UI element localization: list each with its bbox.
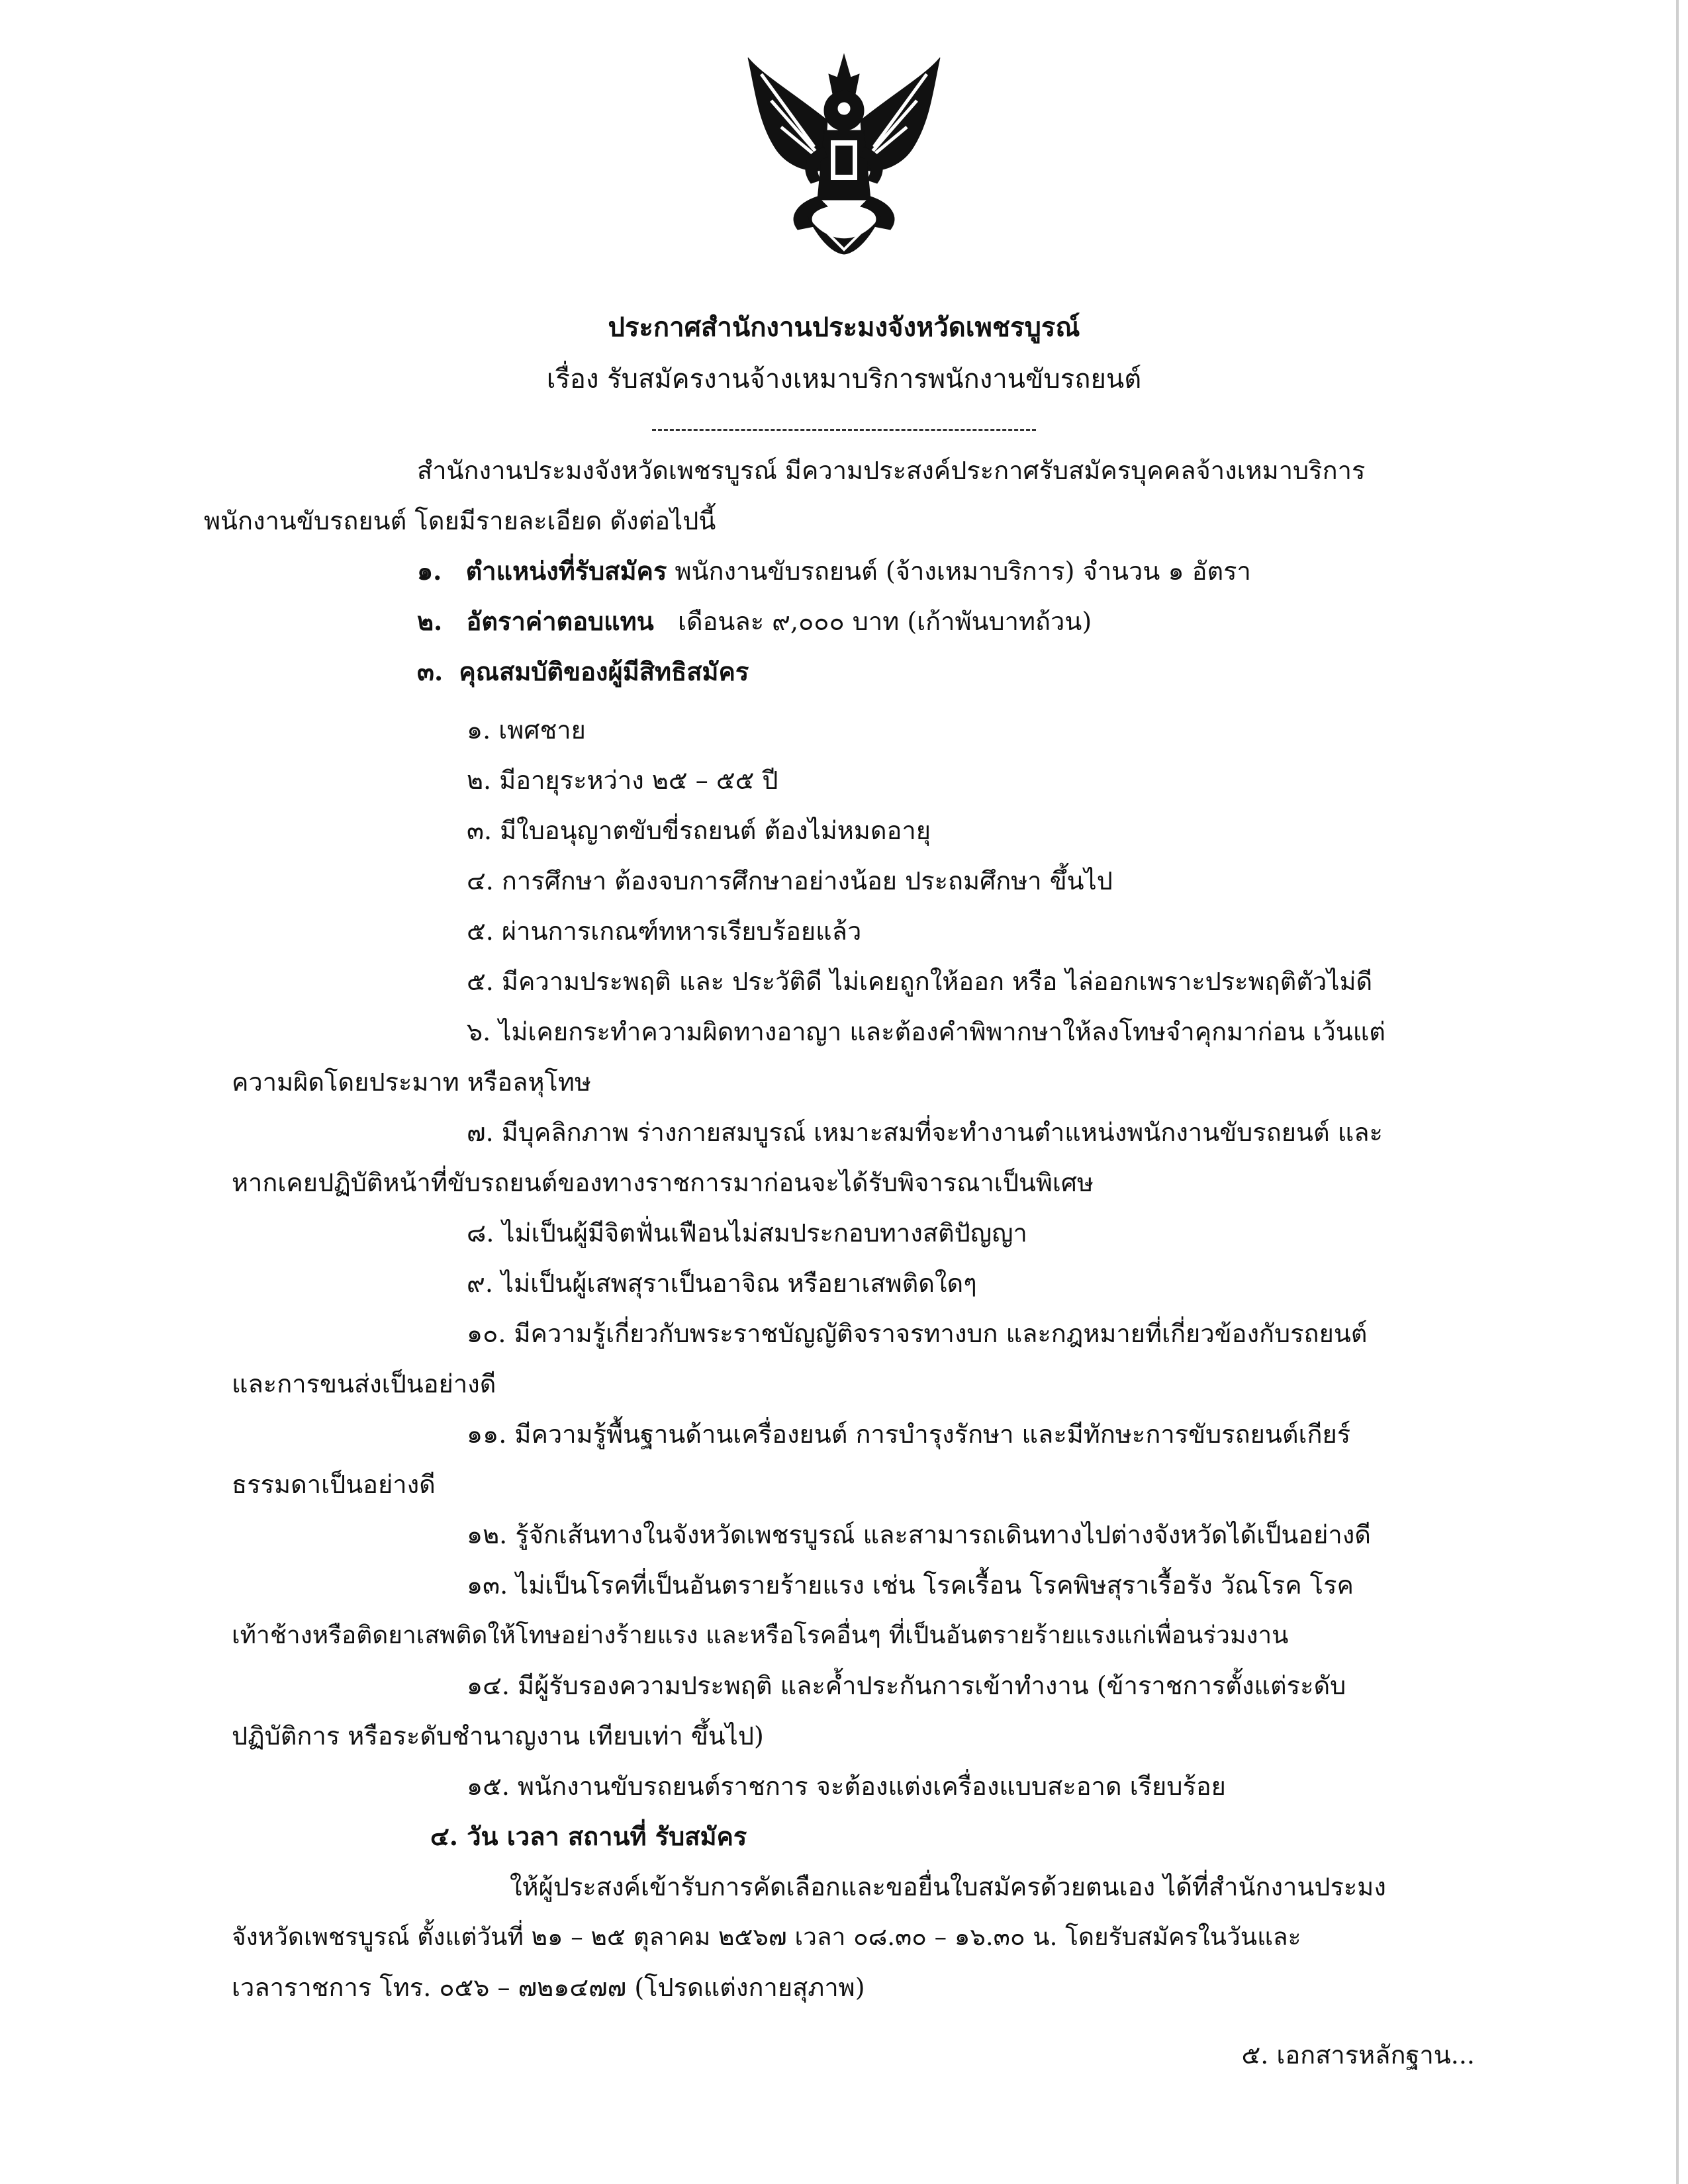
section-1-text: พนักงานขับรถยนต์ (จ้างเหมาบริการ) จำนวน ๑ อัตรา: [675, 557, 1251, 586]
qualification-item: ๑๕. พนักงานขับรถยนต์ราชการ จะต้องแต่งเครื่องแบบสะอาด เรียบร้อย: [467, 1772, 1226, 1801]
title-divider: [652, 429, 1036, 431]
section-3: [417, 655, 749, 688]
qualification-item: ๑๔. มีผู้รับรองความประพฤติ และค้ำประกันการเข้าทำงาน (ข้าราชการตั้งแต่ระดับ: [467, 1671, 1346, 1700]
qualification-item: ๑๒. รู้จักเส้นทางในจังหวัดเพชรบูรณ์ และสามารถเดินทางไปต่างจังหวัดได้เป็นอย่างดี: [467, 1520, 1371, 1549]
section-4-line: เวลาราชการ โทร. ๐๕๖ – ๗๒๑๔๗๗ (โปรดแต่งกายสุภาพ): [232, 1973, 865, 2002]
qualification-item-continued: ความผิดโดยประมาท หรือลหุโทษ: [232, 1068, 592, 1097]
qualification-item: ๗. มีบุคลิกภาพ ร่างกายสมบูรณ์ เหมาะสมที่จะทำงานตำแหน่งพนักงานขับรถยนต์ และ: [467, 1118, 1383, 1147]
garuda-emblem-icon: [735, 48, 953, 259]
section-2-number: ๒.: [417, 606, 443, 636]
qualification-item: ๘. ไม่เป็นผู้มีจิตฟั่นเฟือนไม่สมประกอบทางสติปัญญา: [467, 1218, 1027, 1248]
qualification-item: ๑๐. มีความรู้เกี่ยวกับพระราชบัญญัติจราจรทางบก และกฎหมายที่เกี่ยวข้องกับรถยนต์: [467, 1319, 1368, 1348]
section-1-heading: ตำแหน่งที่รับสมัคร: [465, 556, 667, 586]
intro-line-1: สำนักงานประมงจังหวัดเพชรบูรณ์ มีความประสงค์ประกาศรับสมัครบุคคลจ้างเหมาบริการ: [417, 456, 1366, 485]
qualification-item-continued: ธรรมดาเป็นอย่างดี: [232, 1470, 436, 1499]
qualification-item-continued: และการขนส่งเป็นอย่างดี: [232, 1369, 496, 1398]
qualification-item-continued: ปฏิบัติการ หรือระดับชำนาญงาน เทียบเท่า ขึ้นไป): [232, 1721, 764, 1751]
qualification-item-continued: หากเคยปฏิบัติหน้าที่ขับรถยนต์ของทางราชการมาก่อนจะได้รับพิจารณาเป็นพิเศษ: [232, 1168, 1094, 1197]
section-2-heading: อัตราค่าตอบแทน: [466, 606, 654, 636]
qualification-item: ๑๑. มีความรู้พื้นฐานด้านเครื่องยนต์ การบำรุงรักษา และมีทักษะการขับรถยนต์เกียร์: [467, 1420, 1351, 1449]
qualification-item: ๑. เพศชาย: [467, 715, 586, 745]
qualification-item: ๒. มีอายุระหว่าง ๒๕ – ๕๕ ปี: [467, 766, 778, 795]
qualification-item: ๕. มีความประพฤติ และ ประวัติดี ไม่เคยถูกให้ออก หรือ ไล่ออกเพราะประพฤติตัวไม่ดี: [467, 967, 1373, 996]
next-page-marker: ๕. เอกสารหลักฐาน...: [1241, 2040, 1475, 2070]
section-2-text: เดือนละ ๙,๐๐๐ บาท (เก้าพันบาทถ้วน): [677, 607, 1092, 636]
qualification-item: ๔. การศึกษา ต้องจบการศึกษาอย่างน้อย ประถมศึกษา ขึ้นไป: [467, 866, 1113, 895]
qualification-item: ๑๓. ไม่เป็นโรคที่เป็นอันตรายร้ายแรง เช่น โรคเรื้อน โรคพิษสุราเรื้อรัง วัณโรค โรค: [467, 1570, 1354, 1600]
section-4-line: จังหวัดเพชรบูรณ์ ตั้งแต่วันที่ ๒๑ – ๒๕ ตุลาคม ๒๕๖๗ เวลา ๐๘.๓๐ – ๑๖.๓๐ น. โดยรับสมัครในวันและ: [232, 1923, 1301, 1951]
section-1-number: ๑.: [417, 556, 442, 586]
qualification-item: ๕. ผ่านการเกณฑ์ทหารเรียบร้อยแล้ว: [467, 917, 862, 946]
section-3-heading: คุณสมบัติของผู้มีสิทธิสมัคร: [459, 657, 749, 686]
section-4-heading: ๔. วัน เวลา สถานที่ รับสมัคร: [430, 1821, 747, 1851]
intro-line-2: พนักงานขับรถยนต์ โดยมีรายละเอียด ดังต่อไปนี้: [204, 506, 716, 535]
qualification-item: ๙. ไม่เป็นผู้เสพสุราเป็นอาจิณ หรือยาเสพติดใดๆ: [467, 1269, 977, 1298]
qualification-item-continued: เท้าช้างหรือติดยาเสพติดให้โทษอย่างร้ายแรง และหรือโรคอื่นๆ ที่เป็นอันตรายร้ายแรงแก่เพื่อนร่วมงาน: [232, 1621, 1289, 1649]
announcement-subject: เรื่อง รับสมัครงานจ้างเหมาบริการพนักงานขับรถยนต์: [546, 364, 1142, 394]
section-3-number: ๓.: [417, 657, 444, 686]
section-4-line: ให้ผู้ประสงค์เข้ารับการคัดเลือกและขอยื่นใบสมัครด้วยตนเอง ได้ที่สำนักงานประมง: [510, 1872, 1386, 1901]
qualification-item: ๖. ไม่เคยกระทำความผิดทางอาญา และต้องคำพิพากษาให้ลงโทษจำคุกมาก่อน เว้นแต่: [467, 1017, 1385, 1046]
qualification-item: ๓. มีใบอนุญาตขับขี่รถยนต์ ต้องไม่หมดอายุ: [467, 816, 931, 845]
section-2: [417, 605, 1092, 638]
section-1: [417, 555, 1251, 588]
announcement-title: ประกาศสำนักงานประมงจังหวัดเพชรบูรณ์: [608, 312, 1080, 343]
